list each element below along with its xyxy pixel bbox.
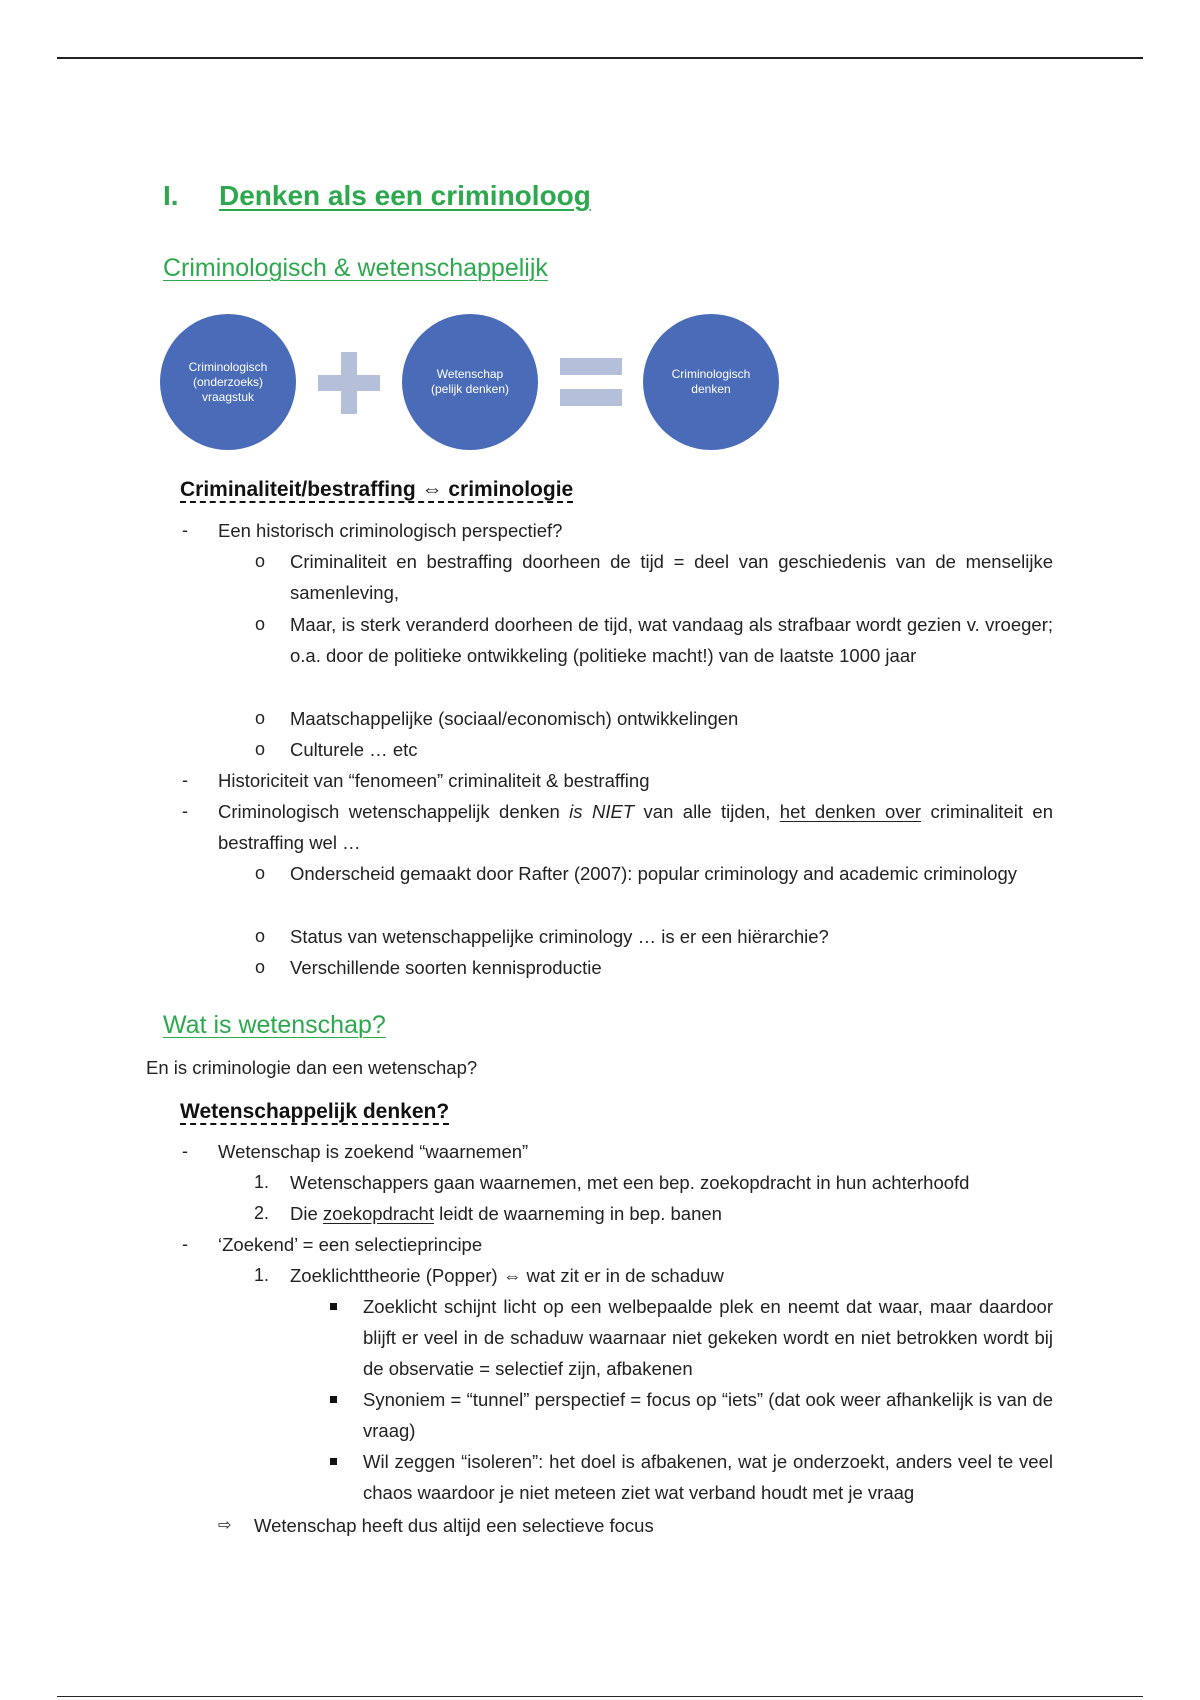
list-item: Wil zeggen “isoleren”: het doel is afbakenen, wat je onderzoekt, anders veel te veel chaos waardoor je niet meteen ziet wat verband houdt met je vraag: [363, 1451, 1053, 1503]
square-bullet-icon: [330, 1396, 337, 1403]
page-top-rule: [57, 57, 1143, 59]
list-item: Zoeklichttheorie (Popper) ⇔ wat zit er in de schaduw: [290, 1265, 724, 1286]
diagram-circle-label: Criminologisch (onderzoeks) vraagstuk: [188, 359, 268, 404]
square-bullet-icon: [330, 1458, 337, 1465]
chapter-title-text: Denken als een criminoloog: [219, 180, 591, 211]
dash-bullet: -: [182, 520, 188, 540]
list-item: Zoeklicht schijnt licht op een welbepaalde plek en neemt dat waar, maar daardoor blijft er veel in de schaduw waarnaar niet gekeken wordt en niet betrokken wordt bij de observatie = selectief zijn, afbakenen: [363, 1296, 1053, 1379]
circle-bullet: o: [255, 614, 266, 634]
text-run: criminaliteit en bestraffing wel …: [218, 801, 1053, 853]
list-item: Historiciteit van “fenomeen” criminaliteit & bestraffing: [218, 770, 650, 791]
number-marker: 1.: [254, 1172, 270, 1192]
arrow-icon: ⇨: [218, 1517, 232, 1534]
diagram-circle-label: Wetenschap (pelijk denken): [430, 367, 510, 396]
diagram-circle-denken: [643, 314, 779, 450]
diagram-circle-wetenschap: [402, 314, 538, 450]
diagram-circle-label: Criminologisch denken: [671, 367, 751, 396]
underlined-text: het denken over: [779, 801, 922, 822]
section-heading-criminologisch: Criminologisch & wetenschappelijk: [163, 254, 548, 282]
list-item: Onderscheid gemaakt door Rafter (2007): popular criminology and academic criminology: [290, 863, 1018, 884]
dash-bullet: -: [182, 1141, 188, 1161]
list-item: Synoniem = “tunnel” perspectief = focus op “iets” (dat ook weer afhankelijk is van de vraag): [363, 1389, 1053, 1441]
subheading-criminaliteit: Criminaliteit/bestraffing ⇔ criminologie: [180, 478, 574, 501]
list-item: ‘Zoekend’ = een selectieprincipe: [218, 1234, 483, 1255]
circle-bullet: o: [255, 739, 266, 759]
chapter-title: [163, 180, 591, 212]
text-run: leidt de waarneming in bep. banen: [433, 1203, 722, 1224]
list-item: Wetenschappers gaan waarnemen, met een bep. zoekopdracht in hun achterhoofd: [290, 1172, 970, 1193]
plus-icon: [318, 352, 380, 414]
list-item: Een historisch criminologisch perspectief?: [218, 520, 563, 541]
list-item: [218, 796, 1053, 858]
list-item: Verschillende soorten kennisproductie: [290, 957, 602, 978]
chapter-number: I.: [163, 180, 179, 211]
text-run: Criminologisch wetenschappelijk denken: [218, 801, 570, 822]
italic-text: is NIET: [569, 801, 635, 822]
text-run: Die: [290, 1203, 323, 1224]
circle-bullet: o: [255, 957, 266, 977]
list-item: Maatschappelijke (sociaal/economisch) ontwikkelingen: [290, 708, 739, 729]
equation-diagram: [150, 300, 800, 460]
number-marker: 2.: [254, 1203, 270, 1223]
underlined-text: zoekopdracht: [322, 1203, 434, 1224]
dash-bullet: -: [182, 801, 188, 821]
intro-text: En is criminologie dan een wetenschap?: [146, 1057, 478, 1078]
equals-icon: [560, 358, 622, 408]
dash-bullet: -: [182, 1234, 188, 1254]
circle-bullet: o: [255, 863, 266, 883]
page-bottom-rule: [57, 1696, 1143, 1697]
list-item: Criminaliteit en bestraffing doorheen de tijd = deel van geschiedenis van de menselijke samenleving,: [290, 551, 1053, 603]
square-bullet-icon: [330, 1303, 337, 1310]
circle-bullet: o: [255, 551, 266, 571]
circle-bullet: o: [255, 926, 266, 946]
list-item: [290, 1198, 722, 1229]
list-item: Culturele … etc: [290, 739, 418, 760]
dash-bullet: -: [182, 770, 188, 790]
text-run: van alle tijden,: [634, 801, 780, 822]
number-marker: 1.: [254, 1265, 270, 1285]
list-item: Maar, is sterk veranderd doorheen de tijd, wat vandaag als strafbaar wordt gezien v. vroeger; o.a. door de politieke ontwikkeling (politieke macht!) van de laatste 1000 jaar: [290, 614, 1053, 666]
list-item: Wetenschap is zoekend “waarnemen”: [218, 1141, 529, 1162]
conclusion-text: Wetenschap heeft dus altijd een selectieve focus: [254, 1515, 654, 1536]
list-item: Status van wetenschappelijke criminology … is er een hiërarchie?: [290, 926, 829, 947]
circle-bullet: o: [255, 708, 266, 728]
section-heading-wetenschap: Wat is wetenschap?: [163, 1011, 386, 1039]
subheading-wetenschappelijk: Wetenschappelijk denken?: [180, 1100, 450, 1123]
diagram-circle-vraagstuk: [160, 314, 296, 450]
